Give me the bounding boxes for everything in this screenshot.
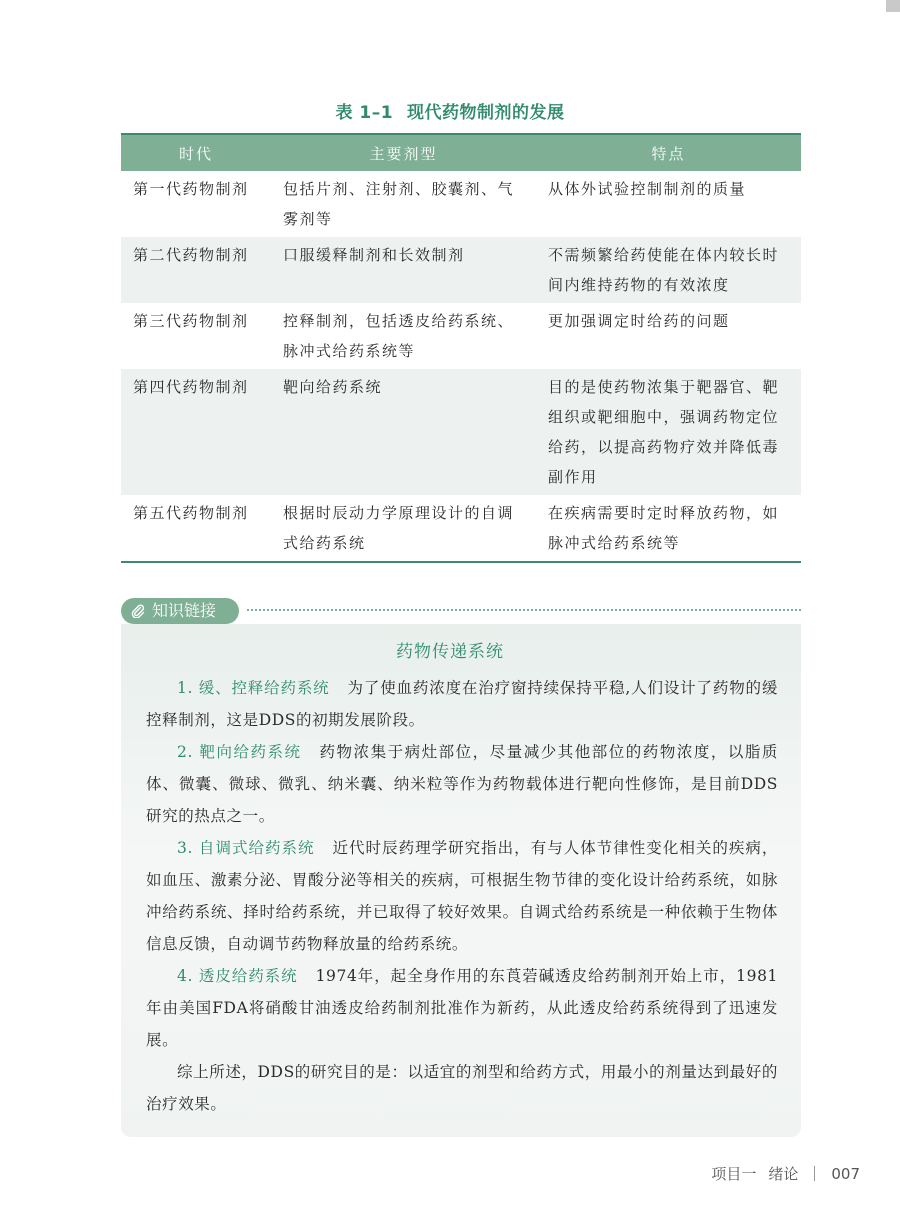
paragraph (146, 960, 778, 1056)
cell-era: 第一代药物制剂 (133, 180, 249, 198)
table-header-row (121, 134, 801, 171)
cell-forms: 根据时辰动力学原理设计的自调式给药系统 (283, 504, 515, 552)
paragraph-keyword: 1. 缓、控释给药系统 (177, 679, 330, 697)
column-header-features: 特点 (536, 134, 801, 171)
cell-features: 目的是使药物浓集于靶器官、靶组织或靶细胞中，强调药物定位给药，以提高药物疗效并降低毒副作用 (536, 369, 801, 495)
knowledge-title: 药物传递系统 (396, 642, 504, 662)
cell-forms: 靶向给药系统 (271, 369, 536, 495)
paragraph-text: 药物浓集于病灶部位，尽量减少其他部位的药物浓度，以脂质体、微囊、微球、微乳、纳米囊、纳米粒等作为药物载体进行靶向性修饰，是目前DDS研究的热点之一。 (146, 743, 779, 825)
footer-project: 项目一 (711, 1165, 757, 1183)
knowledge-link-badge (121, 598, 239, 624)
table-row (121, 237, 801, 303)
dotted-divider (247, 609, 801, 611)
table-row (121, 369, 801, 495)
paragraph (146, 736, 778, 832)
column-header-era: 时代 (121, 134, 271, 171)
footer-separator (814, 1166, 815, 1181)
cell-era: 第二代药物制剂 (121, 237, 271, 303)
table-row (121, 495, 801, 562)
paragraph-text: 为了使血药浓度在治疗窗持续保持平稳,人们设计了药物的缓控释制剂，这是DDS的初期发展阶段。 (146, 679, 778, 729)
paragraph (146, 672, 778, 736)
page-number: 007 (831, 1165, 860, 1183)
cell-features: 不需频繁给药使能在体内较长时间内维持药物的有效浓度 (536, 237, 801, 303)
table-caption-number: 表 1–1 (335, 103, 394, 123)
paperclip-icon (131, 604, 145, 618)
cell-era: 第四代药物制剂 (121, 369, 271, 495)
paragraph-keyword: 3. 自调式给药系统 (177, 839, 315, 857)
paragraph-text: 近代时辰药理学研究指出，有与人体节律性变化相关的疾病，如血压、激素分泌、胃酸分泌等相关的疾病，可根据生物节律的变化设计给药系统，如脉冲给药系统、择时给药系统，并已取得了较好效果。自调式给药系统是一种依赖于生物体信息反馈，自动调节药物释放量的给药系统。 (146, 839, 778, 953)
paragraph-text: 综上所述，DDS的研究目的是：以适宜的剂型和给药方式，用最小的剂量达到最好的治疗效果。 (146, 1063, 778, 1113)
cell-forms: 口服缓释制剂和长效制剂 (271, 237, 536, 303)
knowledge-link-label: 知识链接 (152, 601, 217, 620)
footer-chapter: 绪论 (768, 1165, 799, 1183)
cell-features: 从体外试验控制制剂的质量 (548, 180, 747, 198)
knowledge-link-header (121, 598, 801, 624)
table-row (121, 303, 801, 369)
table-caption-title: 现代药物制剂的发展 (407, 103, 565, 123)
drug-formulation-table (121, 133, 801, 563)
paragraph (146, 832, 778, 960)
paragraph-keyword: 4. 透皮给药系统 (177, 967, 298, 985)
corner-mark (886, 0, 900, 12)
page-footer (711, 1163, 860, 1184)
paragraph-text: 1974年，起全身作用的东莨菪碱透皮给药制剂开始上市，1981年由美国FDA将硝酸甘油透皮给药制剂批准作为新药，从此透皮给药系统得到了迅速发展。 (146, 967, 778, 1049)
cell-features: 更加强调定时给药的问题 (548, 312, 730, 330)
table-caption (0, 98, 900, 123)
cell-era: 第五代药物制剂 (133, 504, 249, 522)
paragraph-keyword: 2. 靶向给药系统 (177, 743, 302, 761)
knowledge-body (146, 672, 778, 1120)
cell-forms: 控释制剂，包括透皮给药系统、脉冲式给药系统等 (283, 312, 515, 360)
table-row (121, 171, 801, 237)
column-header-forms: 主要剂型 (271, 134, 536, 171)
cell-era: 第三代药物制剂 (133, 312, 249, 330)
cell-forms: 包括片剂、注射剂、胶囊剂、气雾剂等 (283, 180, 515, 228)
paragraph (146, 1056, 778, 1120)
cell-features: 在疾病需要时定时释放药物，如脉冲式给药系统等 (548, 504, 780, 552)
